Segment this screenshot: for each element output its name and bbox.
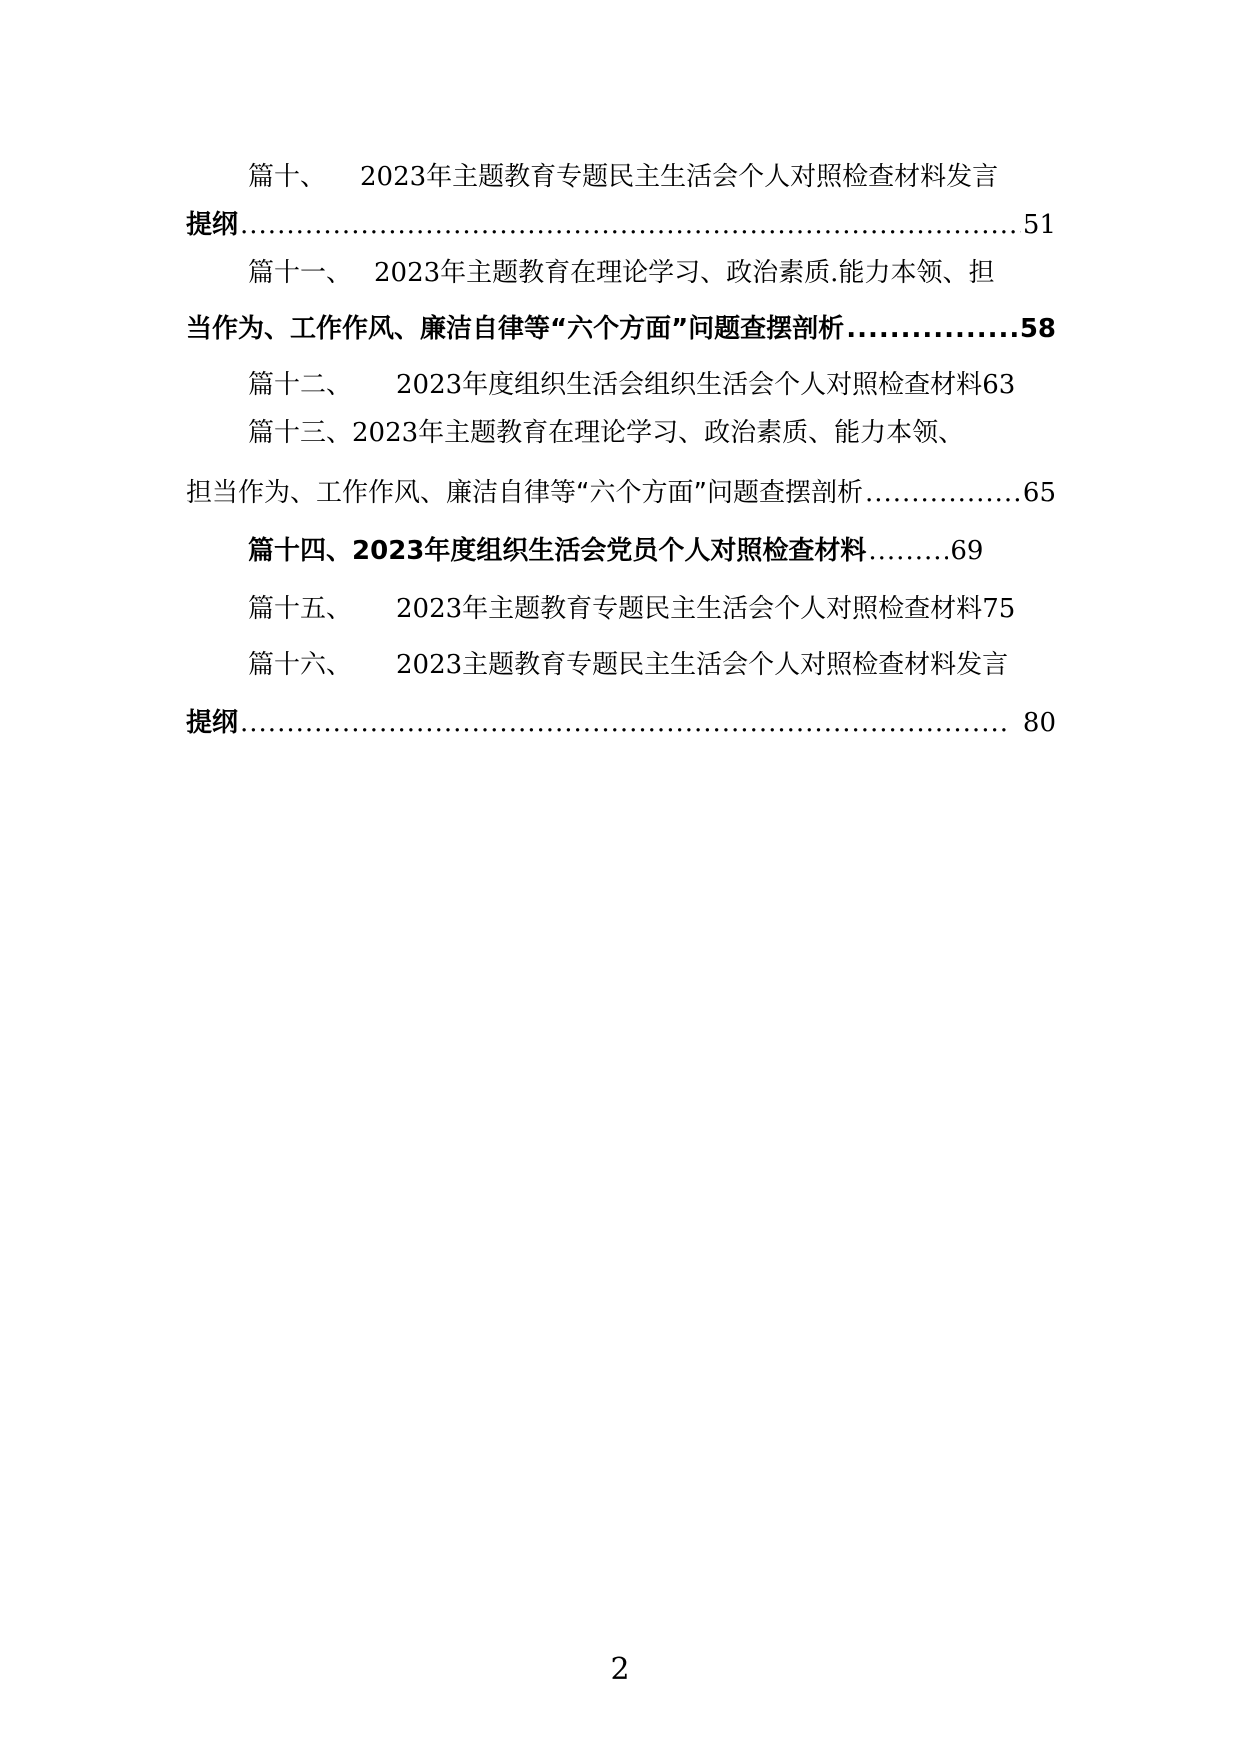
page-number: 2 — [610, 1652, 630, 1687]
toc-entry-16-heading — [248, 643, 1056, 687]
toc-entry-12-label: 篇十二、 — [248, 370, 353, 400]
toc-entry-10-continuation — [186, 203, 1056, 247]
toc-entry-13-heading — [248, 411, 1056, 455]
toc-entry-16-title-line1: 2023主题教育专题民主生活会个人对照检查材料发言 — [396, 650, 1009, 680]
toc-entry-10-label: 篇十、 — [248, 162, 327, 192]
toc-entry-13-page: 65 — [1022, 478, 1056, 508]
toc-entry-14 — [248, 529, 1056, 573]
toc-entry-12-page: 63 — [982, 370, 1016, 400]
toc-entry-15-label: 篇十五、 — [248, 594, 353, 624]
toc-entry-11-title-line1: 2023年主题教育在理论学习、政治素质.能力本领、担 — [374, 258, 995, 288]
toc-entry-14-title: 2023年度组织生活会党员个人对照检查材料 — [352, 536, 867, 566]
toc-entry-10-heading — [248, 155, 1056, 199]
toc-entry-11-label: 篇十一、 — [248, 258, 353, 288]
toc-entry-15-page: 75 — [982, 594, 1016, 624]
toc-entry-13-title-line2: 担当作为、工作作风、廉洁自律等“六个方面”问题查摆剖析 — [186, 478, 863, 508]
toc-entry-12-title: 2023年度组织生活会组织生活会个人对照检查材料 — [396, 370, 983, 400]
toc-entry-11-page: 58 — [1019, 314, 1056, 344]
toc-entry-16-title-line2: 提纲 — [186, 708, 239, 738]
dot-leader — [240, 203, 1021, 247]
toc-entry-10-page: 51 — [1022, 210, 1056, 240]
toc-entry-12 — [248, 363, 1056, 407]
dot-leader — [846, 307, 1018, 351]
dot-leader — [865, 471, 1021, 515]
toc-entry-14-page: 69 — [950, 536, 984, 566]
toc-entry-15 — [248, 587, 1056, 631]
dot-leader — [868, 529, 948, 573]
dot-leader — [240, 701, 1009, 745]
toc-entry-13-continuation — [186, 471, 1056, 515]
toc-entry-11-continuation — [186, 307, 1056, 351]
toc-entry-14-label: 篇十四、 — [248, 536, 353, 566]
toc-entry-16-page: 80 — [1022, 708, 1056, 738]
toc-entry-13-title-line1: 2023年主题教育在理论学习、政治素质、能力本领、 — [352, 418, 965, 448]
toc-entry-16-continuation — [186, 701, 1056, 745]
toc-entry-15-title: 2023年主题教育专题民主生活会个人对照检查材料 — [396, 594, 983, 624]
toc-entry-11-title-line2: 当作为、工作作风、廉洁自律等“六个方面”问题查摆剖析 — [186, 314, 845, 344]
toc-entry-16-label: 篇十六、 — [248, 650, 353, 680]
toc-entry-13-label: 篇十三、 — [248, 418, 353, 448]
toc-entry-10-title-line1: 2023年主题教育专题民主生活会个人对照检查材料发言 — [360, 162, 999, 192]
toc-entry-10-title-line2: 提纲 — [186, 210, 239, 240]
toc-entry-11-heading — [248, 251, 1056, 295]
